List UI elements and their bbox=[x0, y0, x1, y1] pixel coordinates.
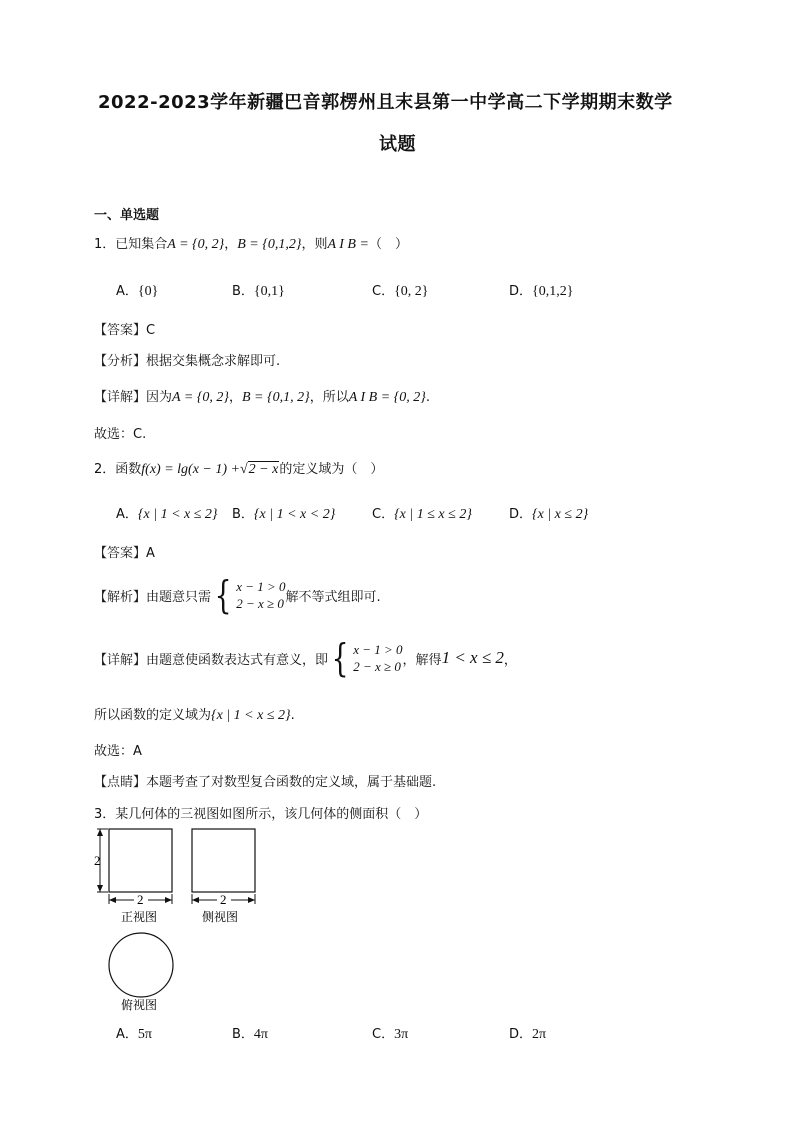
option-value: 5π bbox=[137, 1027, 152, 1042]
answer-tag: 【答案】 bbox=[94, 546, 147, 561]
option-value: 2π bbox=[532, 1027, 547, 1042]
inequality-system: x − 1 > 0 2 − x ≥ 0 bbox=[353, 642, 403, 674]
option-value: {0,1} bbox=[253, 284, 285, 299]
q1-option-b[interactable] bbox=[232, 280, 285, 300]
arrow-right-icon bbox=[248, 897, 255, 903]
detail-sep: ， bbox=[228, 390, 242, 405]
detail-set-b: B = {0,1, 2} bbox=[242, 390, 310, 405]
option-label: C． bbox=[372, 284, 395, 299]
detail-pre: 因为 bbox=[146, 390, 173, 405]
document-title-line2: 试题 bbox=[379, 134, 416, 155]
detail-tag: 【详解】 bbox=[94, 390, 147, 405]
question-2-stem: 2．函数f(x) = lg(x − 1) +√2 − x的定义域为（ ） bbox=[94, 462, 384, 477]
option-value: {x | x ≤ 2} bbox=[532, 507, 589, 522]
domain-set: {x | 1 < x ≤ 2} bbox=[211, 708, 291, 723]
q2-comment bbox=[94, 771, 436, 790]
q1-choose: 故选：C. bbox=[94, 427, 147, 442]
option-value: {x | 1 ≤ x ≤ 2} bbox=[394, 507, 472, 522]
detail-mid: ，解得 bbox=[402, 652, 442, 668]
option-label: C． bbox=[372, 507, 395, 522]
option-value: {0,1,2} bbox=[532, 284, 574, 299]
question-1-stem bbox=[94, 233, 408, 253]
q1-answer bbox=[94, 319, 155, 338]
option-value: {x | 1 < x ≤ 2} bbox=[137, 507, 218, 522]
section-heading: 一、单选题 bbox=[94, 208, 160, 223]
detail-end: . bbox=[425, 390, 431, 405]
option-label: D． bbox=[509, 1027, 533, 1042]
answer-value: C bbox=[146, 323, 156, 338]
q1-end: （ ） bbox=[368, 237, 408, 252]
detail-result: A I B = {0, 2} bbox=[348, 390, 426, 405]
option-label: B． bbox=[232, 284, 254, 299]
q3-option-b[interactable] bbox=[232, 1023, 268, 1043]
q3-option-d[interactable] bbox=[509, 1023, 546, 1043]
detail-set-a: A = {0, 2} bbox=[172, 390, 229, 405]
arrow-left-icon bbox=[192, 897, 199, 903]
front-view-square bbox=[109, 829, 172, 892]
q1-option-d[interactable] bbox=[509, 280, 573, 300]
option-value: {x | 1 < x < 2} bbox=[253, 507, 336, 522]
option-label: A． bbox=[116, 1027, 138, 1042]
height-label: 2 bbox=[94, 853, 101, 868]
document-title-line1: 2022-2023学年新疆巴音郭楞州且末县第一中学高二下学期期末数学 bbox=[98, 92, 673, 113]
q2-end: 的定义域为（ ） bbox=[279, 462, 384, 477]
detail-pre: 由题意使函数表达式有意义，即 bbox=[146, 652, 329, 668]
side-view-label: 侧视图 bbox=[202, 910, 239, 924]
q1-sep: ， bbox=[224, 237, 238, 252]
option-label: D． bbox=[509, 507, 533, 522]
front-view-label: 正视图 bbox=[121, 910, 158, 924]
q2-analysis bbox=[94, 573, 381, 617]
top-view-circle bbox=[109, 933, 173, 997]
inequality-system: x − 1 > 0 2 − x ≥ 0 bbox=[236, 579, 286, 611]
comment-tag: 【点睛】 bbox=[94, 775, 147, 790]
q2-option-d[interactable] bbox=[509, 503, 588, 523]
option-value: {0} bbox=[137, 284, 159, 299]
side-width-label: 2 bbox=[220, 892, 227, 907]
q2-prefix: 2．函数 bbox=[94, 462, 142, 477]
option-value: 4π bbox=[253, 1027, 268, 1042]
system-brace: { bbox=[331, 636, 349, 680]
detail-end: ， bbox=[503, 652, 517, 668]
q2-choose: 故选：A bbox=[94, 744, 142, 759]
arrow-down-icon bbox=[97, 885, 103, 892]
three-view-figure bbox=[90, 824, 270, 1014]
q1-option-c[interactable] bbox=[372, 280, 429, 300]
q2-option-c[interactable] bbox=[372, 503, 472, 523]
q1-expr: A I B = bbox=[327, 237, 369, 252]
option-value: {0, 2} bbox=[394, 284, 429, 299]
question-3-stem: 3．某几何体的三视图如图所示，该几何体的侧面积（ ） bbox=[94, 807, 428, 822]
analysis-text: 根据交集概念求解即可. bbox=[146, 354, 281, 369]
q1-analysis bbox=[94, 350, 280, 369]
option-label: A． bbox=[116, 284, 138, 299]
analysis-post: 解不等式组即可. bbox=[285, 589, 381, 605]
q1-set-a: A = {0, 2} bbox=[167, 237, 225, 252]
option-label: B． bbox=[232, 1027, 254, 1042]
front-width-label: 2 bbox=[137, 892, 144, 907]
side-view-square bbox=[192, 829, 255, 892]
option-value: 3π bbox=[394, 1027, 409, 1042]
option-label: B． bbox=[232, 507, 254, 522]
answer-value: A bbox=[146, 546, 155, 561]
detail-mid: ，所以 bbox=[309, 390, 349, 405]
analysis-tag: 【分析】 bbox=[94, 354, 147, 369]
q2-sqrt: 2 − x bbox=[248, 462, 279, 477]
analysis-pre: 由题意只需 bbox=[146, 589, 212, 605]
answer-tag: 【答案】 bbox=[94, 323, 147, 338]
q1-prefix: 1．已知集合 bbox=[94, 237, 168, 252]
comment-text: 本题考查了对数型复合函数的定义域，属于基础题. bbox=[146, 775, 437, 790]
detail-result: 1 < x ≤ 2 bbox=[441, 648, 504, 667]
q1-option-a[interactable] bbox=[116, 280, 158, 300]
system-brace: { bbox=[214, 573, 232, 617]
top-view-label: 俯视图 bbox=[121, 998, 158, 1012]
q2-option-a[interactable] bbox=[116, 503, 218, 523]
q1-set-b: B = {0,1,2} bbox=[237, 237, 302, 252]
analysis-tag: 【解析】 bbox=[94, 589, 147, 605]
detail-tag: 【详解】 bbox=[94, 652, 147, 668]
q1-detail bbox=[94, 386, 430, 406]
option-label: C． bbox=[372, 1027, 395, 1042]
domain-text: 所以函数的定义域为 bbox=[94, 708, 212, 723]
option-label: D． bbox=[509, 284, 533, 299]
arrow-left-icon bbox=[109, 897, 116, 903]
q2-func: f(x) = lg(x − 1) + bbox=[141, 462, 240, 477]
option-label: A． bbox=[116, 507, 138, 522]
q2-domain: 所以函数的定义域为{x | 1 < x ≤ 2}. bbox=[94, 708, 295, 723]
q3-option-c[interactable] bbox=[372, 1023, 408, 1043]
q3-option-a[interactable] bbox=[116, 1023, 152, 1043]
arrow-up-icon bbox=[97, 829, 103, 836]
q2-answer bbox=[94, 542, 155, 561]
q2-detail bbox=[94, 636, 517, 680]
arrow-right-icon bbox=[165, 897, 172, 903]
q2-option-b[interactable] bbox=[232, 503, 335, 523]
q1-mid: ，则 bbox=[301, 237, 328, 252]
